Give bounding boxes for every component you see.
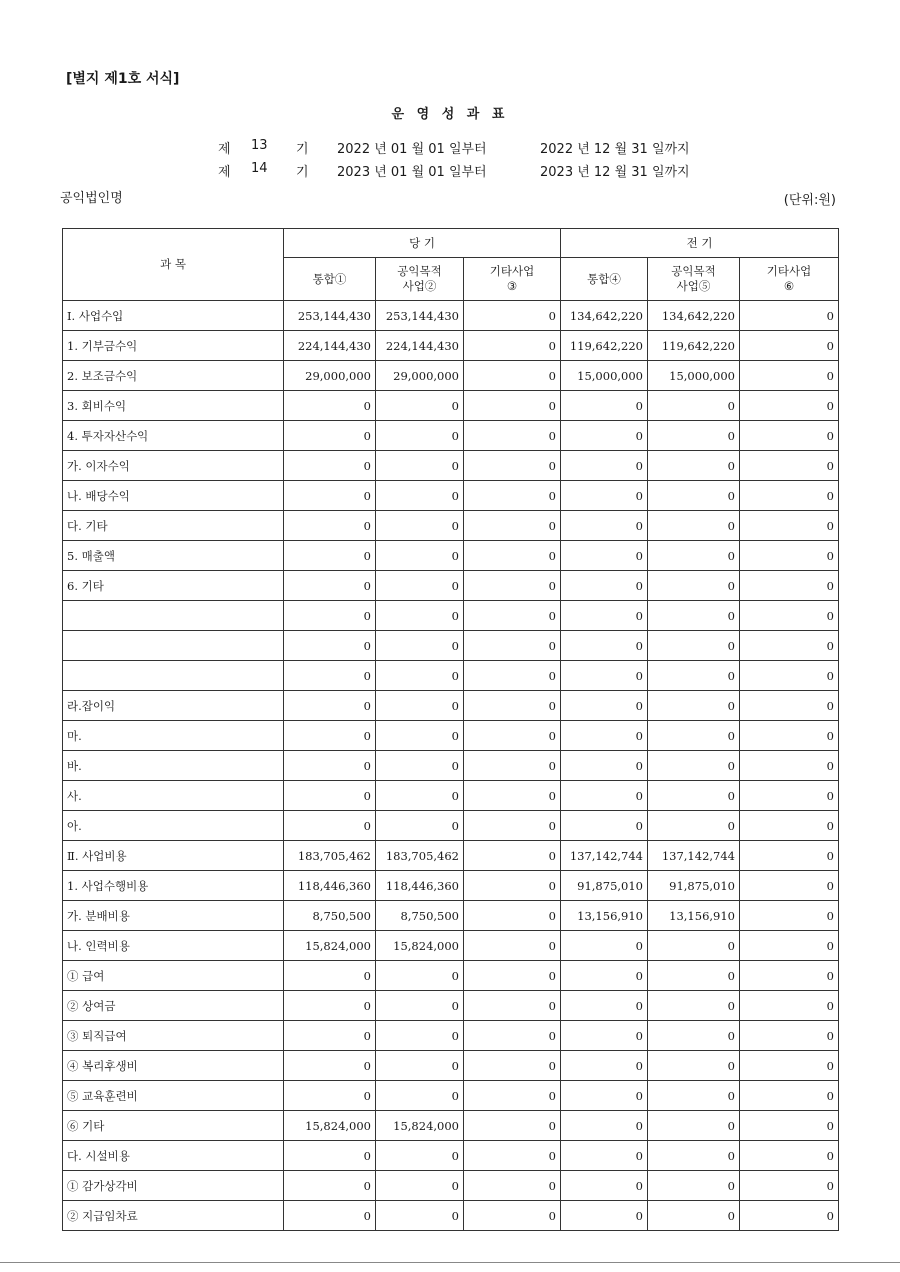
amount-cell: 0 [740,541,839,571]
amount-cell: 0 [284,1081,376,1111]
column-header: 통합④ [561,258,648,301]
amount-cell: 0 [561,961,648,991]
amount-cell: 0 [284,661,376,691]
document-title: 운 영 성 과 표 [391,107,509,122]
amount-cell: 0 [648,1081,740,1111]
amount-cell: 0 [284,481,376,511]
amount-cell: 0 [464,691,561,721]
amount-cell: 0 [561,691,648,721]
amount-cell: 0 [648,931,740,961]
amount-cell: 0 [648,781,740,811]
period-gi: 기 [296,165,309,180]
amount-cell: 0 [561,991,648,1021]
corporation-name-label: 공익법인명 [60,191,123,206]
amount-cell: 0 [561,931,648,961]
amount-cell: 13,156,910 [648,901,740,931]
amount-cell: 0 [464,1171,561,1201]
amount-cell: 0 [740,721,839,751]
row-label: 바. [63,751,284,781]
amount-cell: 0 [464,481,561,511]
amount-cell: 15,824,000 [376,1111,464,1141]
amount-cell: 0 [284,541,376,571]
amount-cell: 224,144,430 [376,331,464,361]
amount-cell: 0 [464,721,561,751]
amount-cell: 137,142,744 [648,841,740,871]
amount-cell: 0 [284,1201,376,1231]
amount-cell: 253,144,430 [284,301,376,331]
table-row [63,361,839,391]
table-row [63,571,839,601]
period-end: 2023 년 12 월 31 일까지 [540,165,690,180]
amount-cell: 0 [376,1051,464,1081]
table-row [63,901,839,931]
amount-cell: 0 [561,391,648,421]
amount-cell: 0 [740,841,839,871]
amount-cell: 0 [740,421,839,451]
amount-cell: 0 [376,721,464,751]
row-label: 마. [63,721,284,751]
amount-cell: 134,642,220 [648,301,740,331]
table-row [63,631,839,661]
amount-cell: 0 [648,601,740,631]
table-row [63,811,839,841]
amount-cell: 0 [376,811,464,841]
amount-cell: 0 [464,631,561,661]
row-label: ⑥ 기타 [63,1111,284,1141]
amount-cell: 0 [376,541,464,571]
period-number: 13 [251,138,268,153]
amount-cell: 0 [648,571,740,601]
amount-cell: 0 [740,751,839,781]
amount-cell: 0 [648,691,740,721]
period-end: 2022 년 12 월 31 일까지 [540,142,690,157]
amount-cell: 13,156,910 [561,901,648,931]
row-label: ① 감가상각비 [63,1171,284,1201]
amount-cell: 0 [284,571,376,601]
amount-cell: 0 [648,451,740,481]
period-start: 2023 년 01 월 01 일부터 [337,165,487,180]
amount-cell: 0 [740,301,839,331]
amount-cell: 29,000,000 [376,361,464,391]
amount-cell: 0 [464,811,561,841]
row-label: 5. 매출액 [63,541,284,571]
amount-cell: 0 [740,1081,839,1111]
table-row [63,1201,839,1231]
amount-cell: 118,446,360 [284,871,376,901]
amount-cell: 0 [464,1081,561,1111]
table-row [63,331,839,361]
amount-cell: 0 [561,571,648,601]
row-label: 가. 분배비용 [63,901,284,931]
amount-cell: 0 [648,1171,740,1201]
amount-cell: 0 [561,661,648,691]
period-number: 14 [251,161,268,176]
amount-cell: 0 [561,1201,648,1231]
row-label: 6. 기타 [63,571,284,601]
amount-cell: 0 [648,1111,740,1141]
row-label: 3. 회비수익 [63,391,284,421]
amount-cell: 0 [464,931,561,961]
table-row [63,391,839,421]
amount-cell: 0 [464,361,561,391]
amount-cell: 0 [284,751,376,781]
amount-cell: 0 [561,1111,648,1141]
row-label: Ⅱ. 사업비용 [63,841,284,871]
amount-cell: 0 [376,1201,464,1231]
amount-cell: 0 [648,631,740,661]
row-label: 4. 투자자산수익 [63,421,284,451]
amount-cell: 0 [648,421,740,451]
amount-cell: 0 [740,1201,839,1231]
amount-cell: 0 [284,811,376,841]
current-period-header: 당 기 [284,229,561,258]
amount-cell: 0 [464,1111,561,1141]
row-label: 사. [63,781,284,811]
amount-cell: 0 [464,1051,561,1081]
amount-cell: 0 [284,1051,376,1081]
table-row [63,451,839,481]
amount-cell: 0 [648,541,740,571]
amount-cell: 0 [284,631,376,661]
row-label: 라.잡이익 [63,691,284,721]
amount-cell: 0 [561,1141,648,1171]
amount-cell: 0 [740,1051,839,1081]
amount-cell: 0 [464,1141,561,1171]
amount-cell: 0 [464,541,561,571]
column-header: 공익목적 사업⑤ [648,258,740,301]
amount-cell: 0 [561,751,648,781]
amount-cell: 0 [464,331,561,361]
row-label: Ⅰ. 사업수입 [63,301,284,331]
amount-cell: 224,144,430 [284,331,376,361]
amount-cell: 0 [561,511,648,541]
amount-cell: 0 [376,781,464,811]
amount-cell: 0 [284,601,376,631]
row-label: ② 지급임차료 [63,1201,284,1231]
table-row [63,961,839,991]
amount-cell: 0 [561,481,648,511]
amount-cell: 0 [740,901,839,931]
amount-cell: 0 [648,991,740,1021]
amount-cell: 8,750,500 [284,901,376,931]
amount-cell: 0 [464,571,561,601]
amount-cell: 0 [561,1081,648,1111]
row-label: ③ 퇴직급여 [63,1021,284,1051]
period-je: 제 [218,142,231,157]
amount-cell: 0 [561,541,648,571]
column-header: 기타사업 ③ [464,258,561,301]
table-row [63,931,839,961]
amount-cell: 0 [464,961,561,991]
amount-cell: 91,875,010 [561,871,648,901]
amount-cell: 0 [464,841,561,871]
amount-cell: 0 [740,1171,839,1201]
table-row [63,871,839,901]
row-label: ④ 복리후생비 [63,1051,284,1081]
period-gi: 기 [296,142,309,157]
amount-cell: 0 [561,631,648,661]
previous-period-header: 전 기 [561,229,839,258]
amount-cell: 0 [648,1201,740,1231]
amount-cell: 0 [376,961,464,991]
amount-cell: 0 [376,511,464,541]
amount-cell: 0 [561,721,648,751]
amount-cell: 183,705,462 [376,841,464,871]
amount-cell: 15,824,000 [376,931,464,961]
amount-cell: 0 [376,1141,464,1171]
amount-cell: 0 [740,991,839,1021]
amount-cell: 183,705,462 [284,841,376,871]
amount-cell: 0 [648,1141,740,1171]
amount-cell: 0 [284,1171,376,1201]
row-label [63,601,284,631]
table-row [63,301,839,331]
column-header: 기타사업 ⑥ [740,258,839,301]
row-label: 다. 기타 [63,511,284,541]
row-label: 2. 보조금수익 [63,361,284,391]
amount-cell: 0 [464,511,561,541]
amount-cell: 0 [376,421,464,451]
amount-cell: 119,642,220 [648,331,740,361]
amount-cell: 0 [284,451,376,481]
row-label: ⑤ 교육훈련비 [63,1081,284,1111]
amount-cell: 0 [376,661,464,691]
amount-cell: 29,000,000 [284,361,376,391]
period-je: 제 [218,165,231,180]
table-row [63,1111,839,1141]
amount-cell: 119,642,220 [561,331,648,361]
amount-cell: 0 [284,691,376,721]
amount-cell: 0 [284,391,376,421]
table-row [63,1051,839,1081]
amount-cell: 8,750,500 [376,901,464,931]
amount-cell: 0 [376,571,464,601]
table-row [63,751,839,781]
amount-cell: 0 [284,1021,376,1051]
amount-cell: 0 [464,421,561,451]
amount-cell: 0 [284,991,376,1021]
form-label: [별지 제1호 서식] [66,71,180,87]
amount-cell: 0 [740,691,839,721]
amount-cell: 0 [561,781,648,811]
amount-cell: 0 [376,1081,464,1111]
subject-header: 과 목 [63,229,284,301]
amount-cell: 134,642,220 [561,301,648,331]
amount-cell: 0 [464,391,561,421]
table-row [63,1141,839,1171]
amount-cell: 0 [284,781,376,811]
row-label: 1. 사업수행비용 [63,871,284,901]
period-start: 2022 년 01 월 01 일부터 [337,142,487,157]
amount-cell: 0 [740,811,839,841]
amount-cell: 0 [740,631,839,661]
row-label: 아. [63,811,284,841]
amount-cell: 0 [464,781,561,811]
amount-cell: 0 [561,1051,648,1081]
operating-results-table [62,228,839,1231]
amount-cell: 0 [740,511,839,541]
amount-cell: 0 [740,661,839,691]
amount-cell: 0 [376,1021,464,1051]
table-row [63,541,839,571]
amount-cell: 0 [740,571,839,601]
table-row [63,661,839,691]
amount-cell: 0 [464,1201,561,1231]
amount-cell: 0 [648,751,740,781]
row-label: 가. 이자수익 [63,451,284,481]
amount-cell: 0 [740,601,839,631]
unit-label: (단위:원) [783,193,836,208]
amount-cell: 0 [284,511,376,541]
table-row [63,721,839,751]
amount-cell: 0 [740,481,839,511]
row-label: 1. 기부금수익 [63,331,284,361]
table-row [63,1081,839,1111]
amount-cell: 15,000,000 [648,361,740,391]
amount-cell: 0 [284,961,376,991]
amount-cell: 0 [464,661,561,691]
amount-cell: 0 [376,751,464,781]
amount-cell: 0 [376,601,464,631]
amount-cell: 0 [284,421,376,451]
amount-cell: 0 [284,1141,376,1171]
amount-cell: 15,000,000 [561,361,648,391]
amount-cell: 0 [376,481,464,511]
row-label: ① 급여 [63,961,284,991]
table-row [63,841,839,871]
amount-cell: 0 [561,1171,648,1201]
row-label: 나. 배당수익 [63,481,284,511]
table-row [63,601,839,631]
amount-cell: 0 [740,961,839,991]
amount-cell: 0 [464,451,561,481]
amount-cell: 0 [740,1111,839,1141]
amount-cell: 0 [648,391,740,421]
amount-cell: 0 [376,451,464,481]
column-header: 공익목적 사업② [376,258,464,301]
amount-cell: 0 [648,1051,740,1081]
amount-cell: 0 [740,1141,839,1171]
amount-cell: 0 [648,811,740,841]
amount-cell: 0 [376,1171,464,1201]
amount-cell: 0 [648,961,740,991]
row-label [63,661,284,691]
amount-cell: 0 [740,361,839,391]
amount-cell: 0 [464,601,561,631]
amount-cell: 0 [561,1021,648,1051]
amount-cell: 0 [464,301,561,331]
amount-cell: 0 [648,481,740,511]
amount-cell: 0 [561,601,648,631]
amount-cell: 0 [464,871,561,901]
row-label: 다. 시설비용 [63,1141,284,1171]
table-row [63,691,839,721]
table-row [63,511,839,541]
amount-cell: 0 [648,511,740,541]
amount-cell: 0 [464,751,561,781]
amount-cell: 0 [648,1021,740,1051]
table-row [63,991,839,1021]
page-bottom-rule [0,1262,900,1263]
amount-cell: 0 [740,931,839,961]
amount-cell: 0 [740,331,839,361]
column-header: 통합① [284,258,376,301]
amount-cell: 137,142,744 [561,841,648,871]
amount-cell: 0 [376,691,464,721]
table-row [63,781,839,811]
table-row [63,1171,839,1201]
amount-cell: 0 [561,811,648,841]
amount-cell: 0 [740,1021,839,1051]
table-row [63,1021,839,1051]
amount-cell: 118,446,360 [376,871,464,901]
amount-cell: 0 [376,631,464,661]
amount-cell: 15,824,000 [284,931,376,961]
table-row [63,421,839,451]
amount-cell: 0 [740,391,839,421]
amount-cell: 0 [464,901,561,931]
amount-cell: 0 [740,781,839,811]
amount-cell: 0 [740,451,839,481]
amount-cell: 0 [648,661,740,691]
amount-cell: 0 [376,991,464,1021]
amount-cell: 253,144,430 [376,301,464,331]
row-label: 나. 인력비용 [63,931,284,961]
amount-cell: 0 [740,871,839,901]
amount-cell: 0 [376,391,464,421]
table-row [63,481,839,511]
amount-cell: 0 [464,1021,561,1051]
amount-cell: 0 [284,721,376,751]
row-label: ② 상여금 [63,991,284,1021]
row-label [63,631,284,661]
amount-cell: 0 [648,721,740,751]
amount-cell: 15,824,000 [284,1111,376,1141]
amount-cell: 91,875,010 [648,871,740,901]
amount-cell: 0 [464,991,561,1021]
amount-cell: 0 [561,421,648,451]
amount-cell: 0 [561,451,648,481]
